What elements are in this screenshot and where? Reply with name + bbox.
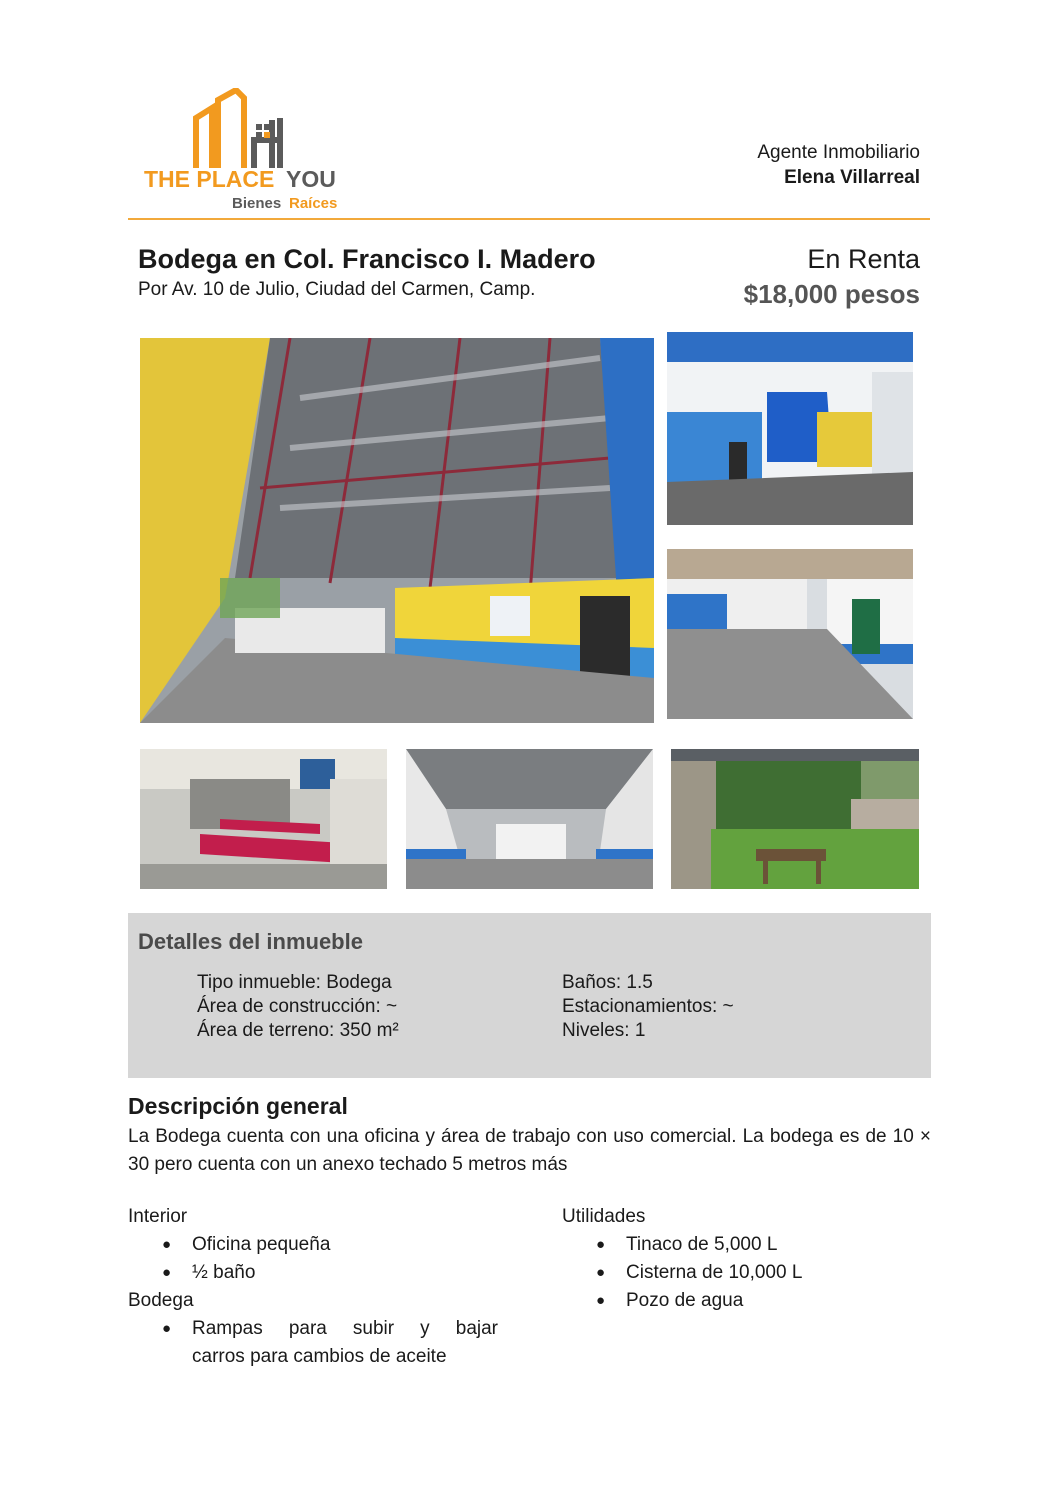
listing-status: En Renta [807,244,920,274]
bodega-list [128,1315,498,1371]
interior-list [128,1231,498,1287]
features-left [128,1203,498,1371]
logo-tagline-b: Raíces [289,195,338,212]
details-panel [128,913,931,1078]
detail-land-area: Área de terreno: 350 m² [197,1020,399,1041]
listing-price: $18,000 pesos [743,279,920,309]
list-item: ● Oficina pequeña [128,1231,498,1259]
bodega-item-line-1: ● Rampas para subir y bajar [192,1318,498,1339]
logo-house-icon [140,88,350,212]
agent-name: Elena Villarreal [784,167,920,188]
detail-levels: Niveles: 1 [562,1020,646,1041]
list-item: ● Pozo de agua [562,1287,932,1315]
list-item: ● Cisterna de 10,000 L [562,1259,932,1287]
features-right [562,1203,932,1315]
list-item: ● ½ baño [128,1259,498,1287]
details-left-column [197,971,399,1043]
photo-warehouse-yard [667,549,913,719]
photo-warehouse-interior [406,749,653,889]
detail-parking: Estacionamientos: ~ [562,996,734,1017]
agent-block [757,140,920,190]
details-right-column [562,971,734,1043]
logo-brand-you: YOU [286,166,336,192]
company-logo [140,88,350,212]
details-heading: Detalles del inmueble [138,929,363,954]
bodega-item-line-2: carros para cambios de aceite [192,1346,447,1367]
description-heading: Descripción general [128,1093,348,1119]
utilities-heading: Utilidades [562,1206,646,1227]
list-item [128,1315,498,1371]
interior-heading: Interior [128,1206,188,1227]
description-text: La Bodega cuenta con una oficina y área de trabajo con uso comercial. La bodega es de 10 × 30 pero cuenta con un anexo techado 5 metros más [128,1126,931,1175]
list-item: ● Tinaco de 5,000 L [562,1231,932,1259]
listing-address: Por Av. 10 de Julio, Ciudad del Carmen, Camp. [138,279,536,300]
photo-oil-change-ramps [140,749,387,889]
utilities-list [562,1231,932,1315]
agent-role: Agente Inmobiliario [757,142,920,163]
detail-bathrooms: Baños: 1.5 [562,972,653,993]
bodega-heading: Bodega [128,1290,194,1311]
detail-property-type: Tipo inmueble: Bodega [197,972,392,993]
header-divider [128,218,930,220]
logo-tagline-a: Bienes [232,195,282,212]
logo-brand-text: THE PLACE [144,166,275,192]
photo-warehouse-entrance [667,332,913,525]
photo-main-warehouse [140,338,654,723]
listing-title: Bodega en Col. Francisco I. Madero [138,244,596,274]
detail-construction-area: Área de construcción: ~ [197,996,398,1017]
photo-back-yard [671,749,919,889]
